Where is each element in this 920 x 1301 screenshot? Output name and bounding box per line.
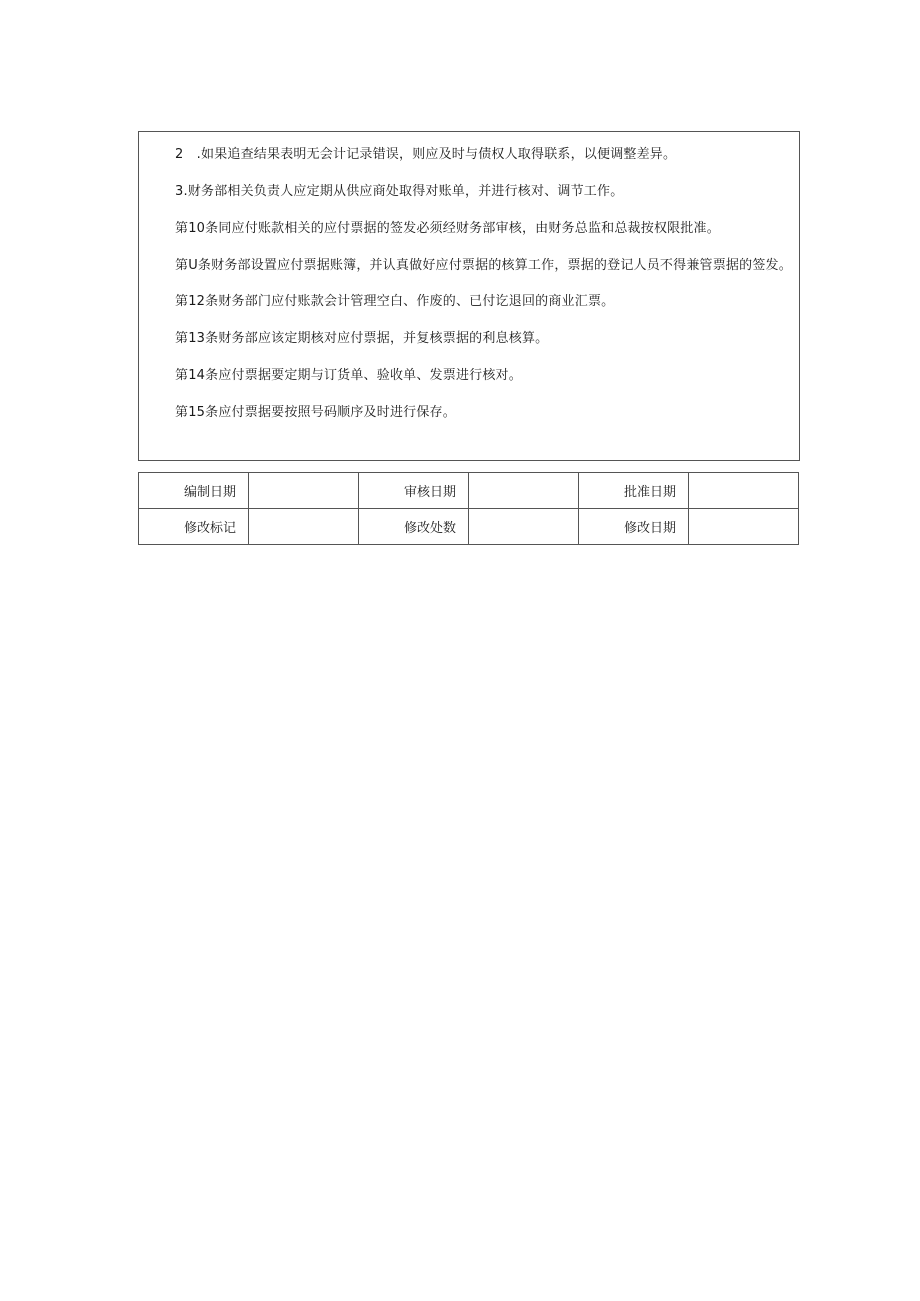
table-row — [139, 473, 799, 509]
paragraph-item-1: 2 .如果追查结果表明无会计记录错误，则应及时与债权人取得联系，以便调整差异。 — [175, 147, 677, 162]
approval-date-label: 批准日期 — [579, 473, 689, 509]
review-date-value — [469, 473, 579, 509]
paragraph-article-14: 第14条应付票据要定期与订货单、验收单、发票进行核对。 — [175, 368, 522, 383]
revision-mark-label: 修改标记 — [139, 509, 249, 545]
revision-mark-value — [249, 509, 359, 545]
paragraph-article-15: 第15条应付票据要按照号码顺序及时进行保存。 — [175, 405, 456, 420]
paragraph-article-13: 第13条财务部应该定期核对应付票据，并复核票据的利息核算。 — [175, 331, 549, 346]
revision-date-label: 修改日期 — [579, 509, 689, 545]
compile-date-label: 编制日期 — [139, 473, 249, 509]
review-date-label: 审核日期 — [359, 473, 469, 509]
revision-count-label: 修改处数 — [359, 509, 469, 545]
paragraph-article-10: 第10条同应付账款相关的应付票据的签发必须经财务部审核，由财务总监和总裁按权限批准。 — [175, 221, 720, 236]
paragraph-article-11: 第U条财务部设置应付票据账簿，并认真做好应付票据的核算工作，票据的登记人员不得兼管票据的签发。 — [175, 258, 792, 273]
compile-date-value — [249, 473, 359, 509]
approval-date-value — [689, 473, 799, 509]
paragraph-item-2: 3.财务部相关负责人应定期从供应商处取得对账单，并进行核对、调节工作。 — [175, 184, 624, 199]
paragraph-article-12: 第12条财务部门应付账款会计管理空白、作废的、已付讫退回的商业汇票。 — [175, 294, 615, 309]
revision-date-value — [689, 509, 799, 545]
document-control-table — [138, 472, 799, 545]
policy-text-box — [138, 131, 800, 461]
revision-count-value — [469, 509, 579, 545]
table-row — [139, 509, 799, 545]
